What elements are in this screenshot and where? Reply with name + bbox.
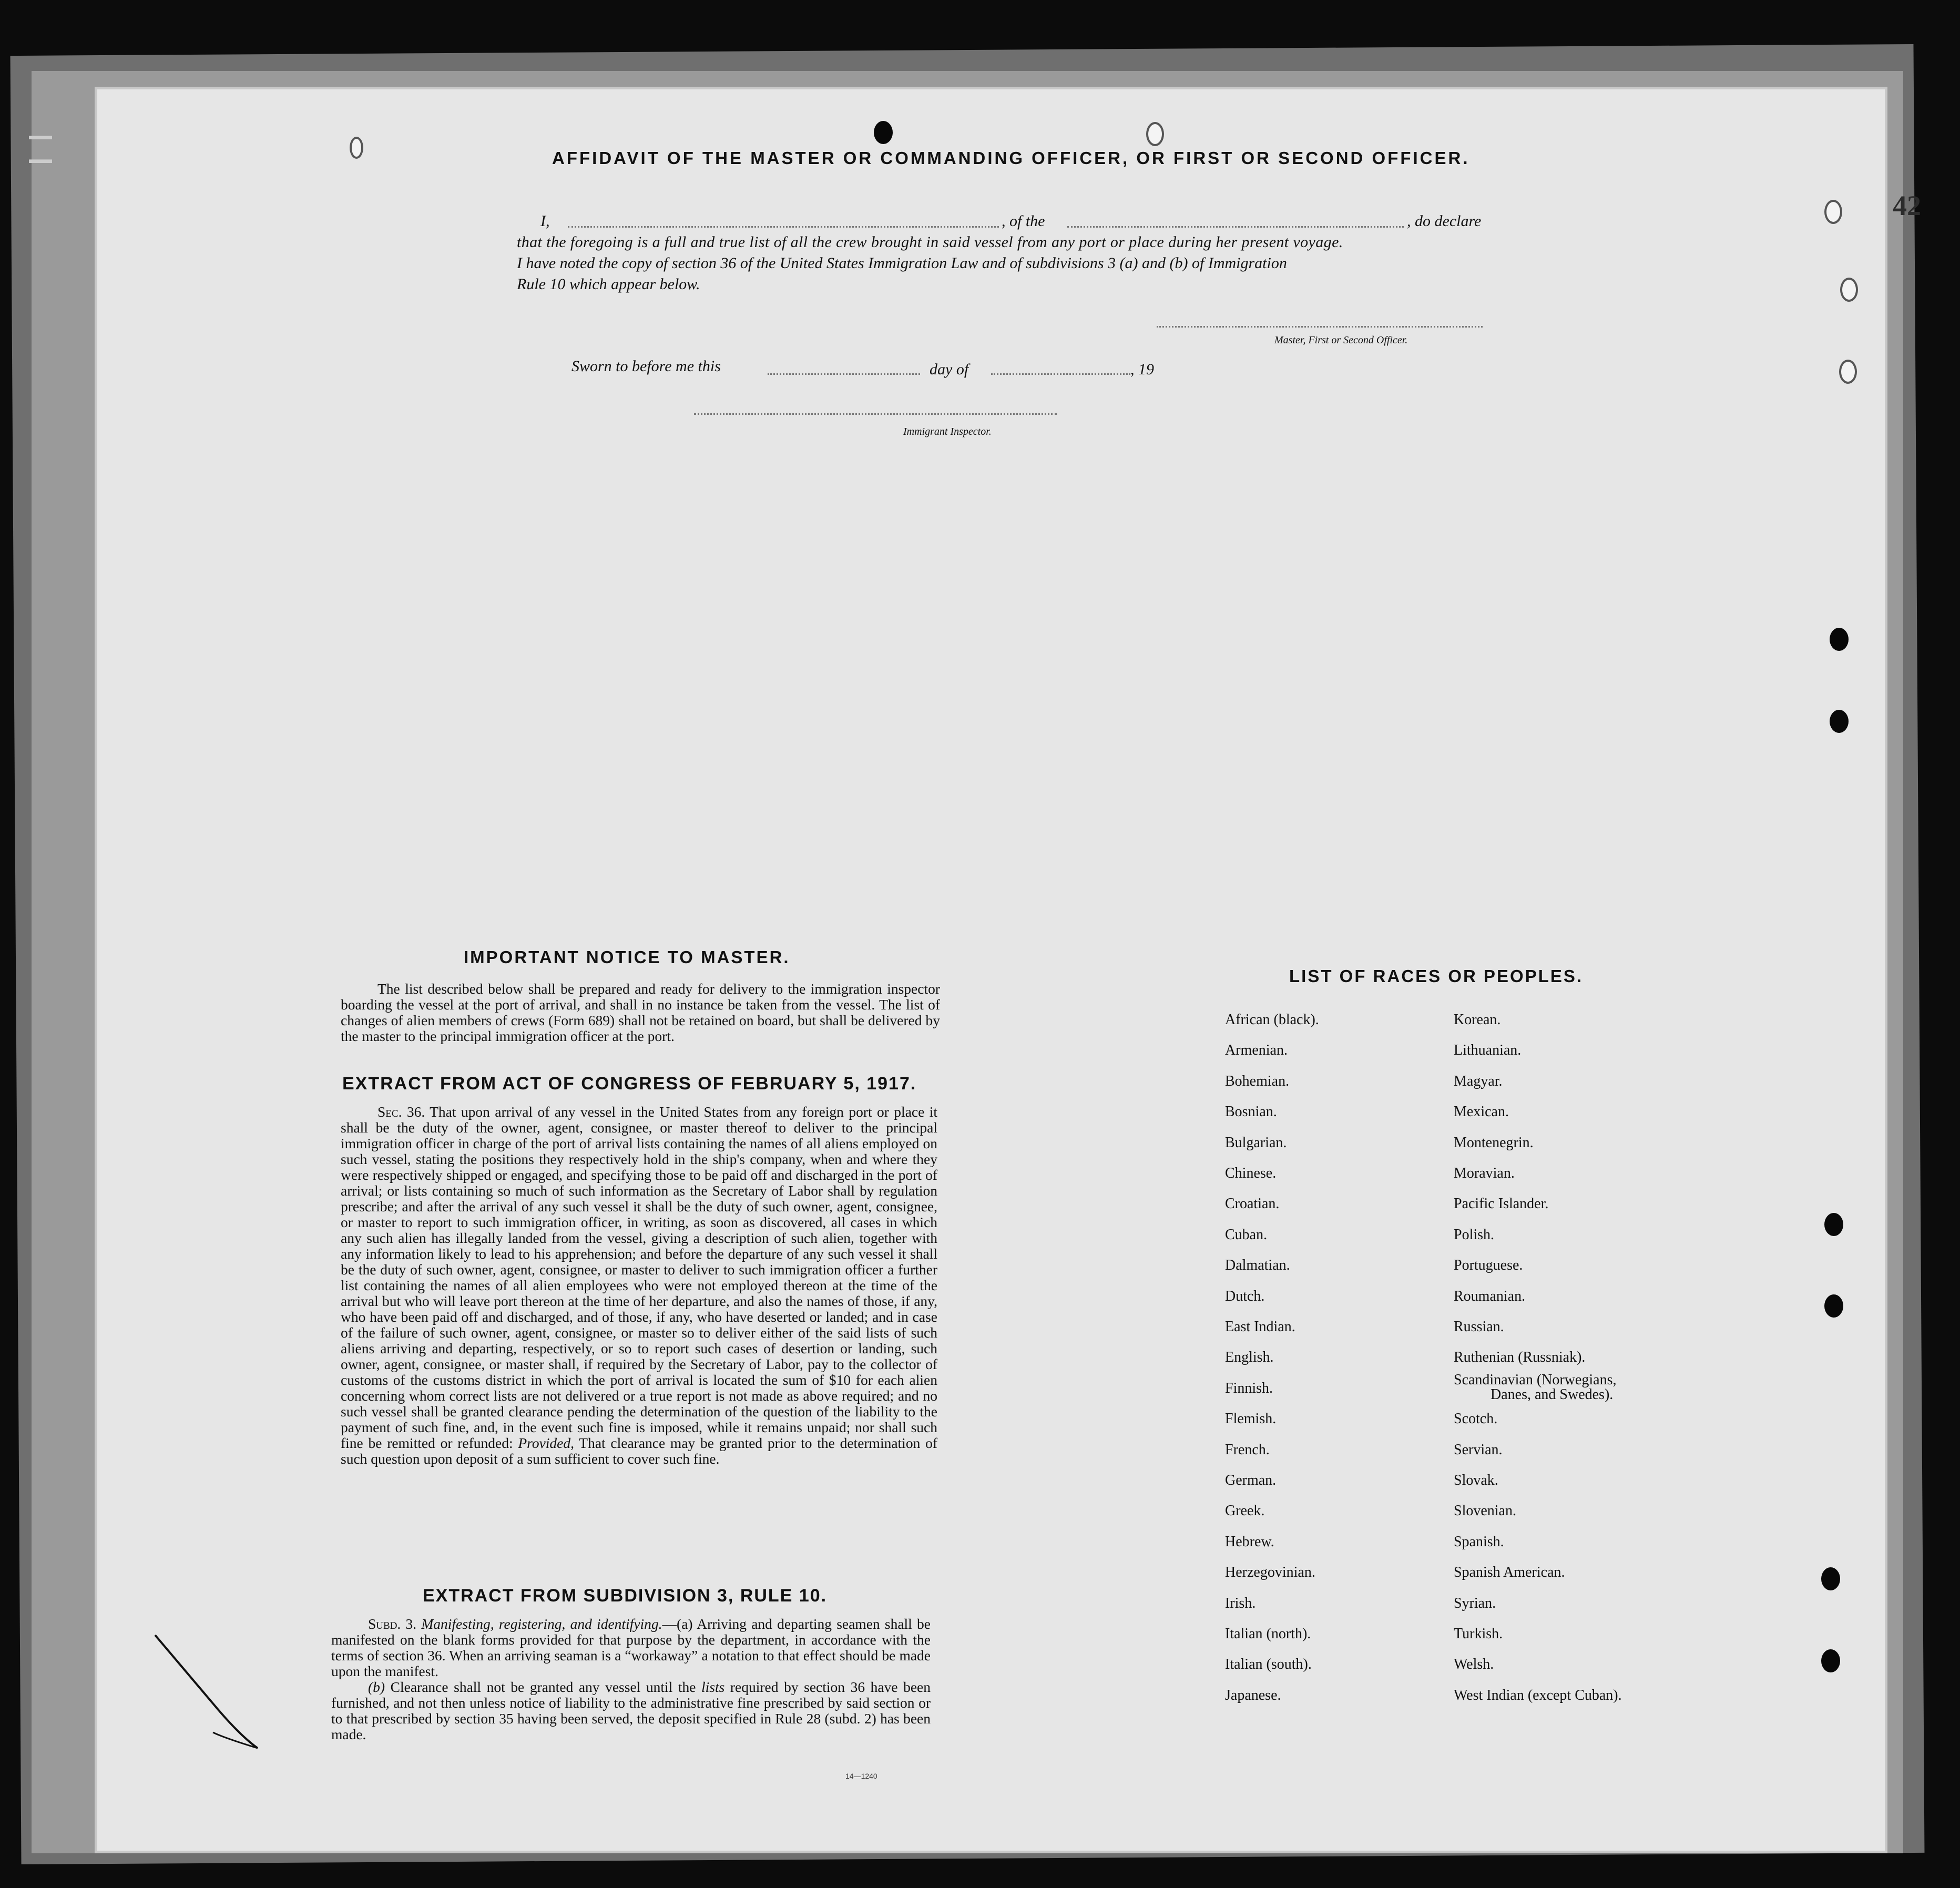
race-item-left: Croatian.: [1225, 1196, 1280, 1212]
punch-hole-icon: [1146, 122, 1164, 146]
race-item-left: Bosnian.: [1225, 1104, 1277, 1120]
race-item-left: Italian (north).: [1225, 1626, 1311, 1642]
race-item-left: Hebrew.: [1225, 1533, 1274, 1550]
race-item-left: German.: [1225, 1472, 1277, 1488]
race-item-right: Spanish.: [1454, 1533, 1504, 1550]
race-item-right: Korean.: [1454, 1012, 1501, 1028]
rule-title: EXTRACT FROM SUBDIVISION 3, RULE 10.: [423, 1586, 828, 1606]
race-item-right: Syrian.: [1454, 1595, 1496, 1611]
page-number: 42: [1893, 190, 1921, 221]
affidavit-line-3: I have noted the copy of section 36 of the United States Immigration Law and of subdivisions 3 (a) and (b) of Immigration: [517, 254, 1287, 272]
race-item-right: Lithuanian.: [1454, 1042, 1522, 1059]
month-blank-line: [991, 373, 1130, 375]
affidavit-line-2: that the foregoing is a full and true list of all the crew brought in said vessel from any port or place during her present voyage.: [517, 233, 1343, 251]
race-item-left: English.: [1225, 1349, 1274, 1366]
act-text: [341, 1104, 937, 1467]
race-item-left: Cuban.: [1225, 1226, 1268, 1243]
race-item-right: Welsh.: [1454, 1656, 1494, 1673]
punch-hole-icon: [350, 137, 363, 159]
rule-subd-label: Subd. 3.: [368, 1616, 417, 1632]
signature-caption: Master, First or Second Officer.: [1274, 334, 1408, 346]
act-text-body: That upon arrival of any vessel in the United States from any foreign port or place it shall be the duty of the owner, agent, consignee, or master thereof to deliver to the principal immigration officer in charge of the port of arrival lists containing the names of all aliens employed on such vessel, stating the positions they respectively hold in the ship's company, when and where they were respectively shipped or engaged, and specifying those to be paid off and discharged in the port of arrival; or lists containing so much of such information as the Secretary of Labor shall by regulation prescribe; and after the arrival of any such vessel it shall be the duty of such owner, agent, consignee, or master to report to such immigration officer, in writing, as soon as discovered, all cases in which any such alien has illegally landed from the vessel, giving a description of such alien, together with any information likely to lead to his apprehension; and before the departure of any such vessel it shall be the duty of such owner, agent, consignee, or master to deliver to such immigration officer a further list containing the names of all alien employees who were not employed thereon at the time of the arrival but who will leave port thereon at the time of her departure, and also the names of those, if any, who have been paid off and discharged, and of those, if any, who have deserted or landed; and in case of the failure of such owner, agent, consignee, or master so to deliver either of the said lists of such aliens arriving and departing, respectively, or so to report such cases of desertion or landing, such owner, agent, consignee, or master shall, if required by the Secretary of Labor, pay to the collector of customs of the customs district in which the port of arrival is located the sum of $10 for each alien concerning whom correct lists are not delivered or a true report is not made as above required; and no such vessel shall be granted clearance pending the determination of the question of the liability to the payment of such fine, and, in the event such fine is imposed, while it remains unpaid; nor shall such fine be remitted or refunded:: [341, 1104, 937, 1451]
act-text-end: That clearance may be granted prior to the determination of such question upon deposit of a sum sufficient to cover such fine.: [341, 1435, 937, 1467]
race-item-left: French.: [1225, 1441, 1270, 1458]
race-item-left: Chinese.: [1225, 1165, 1277, 1181]
act-provided-label: Provided,: [518, 1435, 575, 1451]
sworn-label: Sworn to before me this: [571, 358, 721, 375]
race-item-right: Portuguese.: [1454, 1257, 1523, 1274]
race-item-right: Slovak.: [1454, 1472, 1498, 1488]
race-item-right: Pacific Islander.: [1454, 1196, 1549, 1212]
punch-hole-icon: [1830, 710, 1849, 733]
inspector-blank-line: [694, 413, 1057, 415]
notice-title: IMPORTANT NOTICE TO MASTER.: [464, 947, 790, 967]
race-item-left: Japanese.: [1225, 1687, 1281, 1703]
race-item-right: Ruthenian (Russniak).: [1454, 1349, 1586, 1366]
rule-a-label: —(a): [662, 1616, 693, 1632]
race-item-left: Bohemian.: [1225, 1073, 1290, 1089]
rule-a-text: Arriving and departing seamen shall be manifested on the blank forms provided for that purpose by the department, in accordance with the terms of section 36. When an arriving seaman is a “workaway” a notation to that effect should be made upon the manifest.: [331, 1616, 931, 1679]
race-item-left: Greek.: [1225, 1503, 1265, 1519]
inspector-caption: Immigrant Inspector.: [903, 426, 992, 437]
race-item-left: Herzegovinian.: [1225, 1564, 1315, 1581]
rule-b-label: (b): [368, 1679, 385, 1695]
affidavit-do-declare-label: , do declare: [1407, 212, 1482, 230]
race-item-left: East Indian.: [1225, 1319, 1295, 1335]
race-item-right: Scandinavian (Norwegians,: [1454, 1371, 1617, 1388]
notice-text: [341, 981, 940, 1044]
affidavit-title: AFFIDAVIT OF THE MASTER OR COMMANDING OFFICER, OR FIRST OR SECOND OFFICER.: [552, 148, 1470, 168]
rule-text: [331, 1616, 931, 1742]
rule-b-text-1: Clearance shall not be granted any vessel until the: [390, 1679, 696, 1695]
punch-hole-icon: [1840, 278, 1858, 302]
race-item-left: Armenian.: [1225, 1042, 1288, 1059]
race-item-left: Finnish.: [1225, 1380, 1273, 1396]
form-number: 14—1240: [845, 1772, 877, 1780]
day-of-label: day of: [930, 361, 969, 378]
race-item-left: Flemish.: [1225, 1411, 1277, 1427]
races-title: LIST OF RACES OR PEOPLES.: [1289, 966, 1584, 986]
pen-check-mark: [150, 1625, 271, 1756]
race-item-left: Irish.: [1225, 1595, 1256, 1611]
punch-hole-icon: [874, 121, 893, 144]
notice-text-body: The list described below shall be prepared and ready for delivery to the immigration inspector boarding the vessel at the port of arrival, and shall in no instance be taken from the vessel. The list of changes of alien members of crews (Form 689) shall not be retained on board, but shall be delivered by the master to the principal immigration officer at the port.: [341, 981, 940, 1044]
race-item-right: Moravian.: [1454, 1165, 1515, 1181]
race-item-right: Polish.: [1454, 1226, 1495, 1243]
affidavit-i-label: I,: [540, 212, 550, 230]
race-item-left: Dalmatian.: [1225, 1257, 1290, 1274]
punch-hole-icon: [1839, 360, 1857, 384]
act-sec-label: Sec. 36.: [377, 1104, 425, 1120]
race-item-left: African (black).: [1225, 1012, 1319, 1028]
race-item-right: Spanish American.: [1454, 1564, 1565, 1581]
year-label: , 19: [1130, 361, 1154, 378]
rule-subd-heading: Manifesting, registering, and identifying.: [421, 1616, 662, 1632]
stray-mark: ▬▬: [29, 152, 52, 166]
race-item-right: West Indian (except Cuban).: [1454, 1687, 1622, 1703]
affidavit-line-4: Rule 10 which appear below.: [517, 275, 700, 293]
punch-hole-icon: [1824, 1294, 1843, 1318]
race-item-right: Scotch.: [1454, 1411, 1498, 1427]
race-item-right: Slovenian.: [1454, 1503, 1516, 1519]
race-item-right: Servian.: [1454, 1441, 1503, 1458]
affidavit-of-the-label: , of the: [1002, 212, 1045, 230]
day-blank-line: [768, 373, 920, 375]
race-item-right: Russian.: [1454, 1319, 1504, 1335]
race-item-right: Magyar.: [1454, 1073, 1503, 1089]
race-item-right: Montenegrin.: [1454, 1134, 1534, 1151]
manifest-page: [97, 89, 1885, 1851]
punch-hole-icon: [1821, 1649, 1840, 1672]
race-item-left: Italian (south).: [1225, 1656, 1312, 1673]
stray-mark: ▬▬: [29, 129, 52, 142]
race-item-right: Mexican.: [1454, 1104, 1509, 1120]
rule-b-text-2: required by section 36 have been furnished, and not then unless notice of liability to the administrative fine prescribed by said section or to that prescribed by section 35 having been served, the deposit specified in Rule 28 (subd. 2) has been made.: [331, 1679, 931, 1742]
signature-blank-line: [1157, 326, 1483, 328]
vessel-blank-line: [1067, 226, 1404, 228]
punch-hole-icon: [1824, 1213, 1843, 1236]
name-blank-line: [568, 226, 999, 228]
race-item-left: Dutch.: [1225, 1288, 1265, 1304]
act-title: EXTRACT FROM ACT OF CONGRESS OF FEBRUARY 5, 1917.: [342, 1074, 917, 1094]
punch-hole-icon: [1821, 1567, 1840, 1590]
race-item-right: Turkish.: [1454, 1626, 1503, 1642]
race-item-right-continuation: Danes, and Swedes).: [1491, 1386, 1614, 1403]
rule-b-lists: lists: [701, 1679, 725, 1695]
punch-hole-icon: [1830, 628, 1849, 651]
punch-hole-icon: [1824, 200, 1842, 224]
race-item-left: Bulgarian.: [1225, 1134, 1287, 1151]
race-item-right: Roumanian.: [1454, 1288, 1526, 1304]
